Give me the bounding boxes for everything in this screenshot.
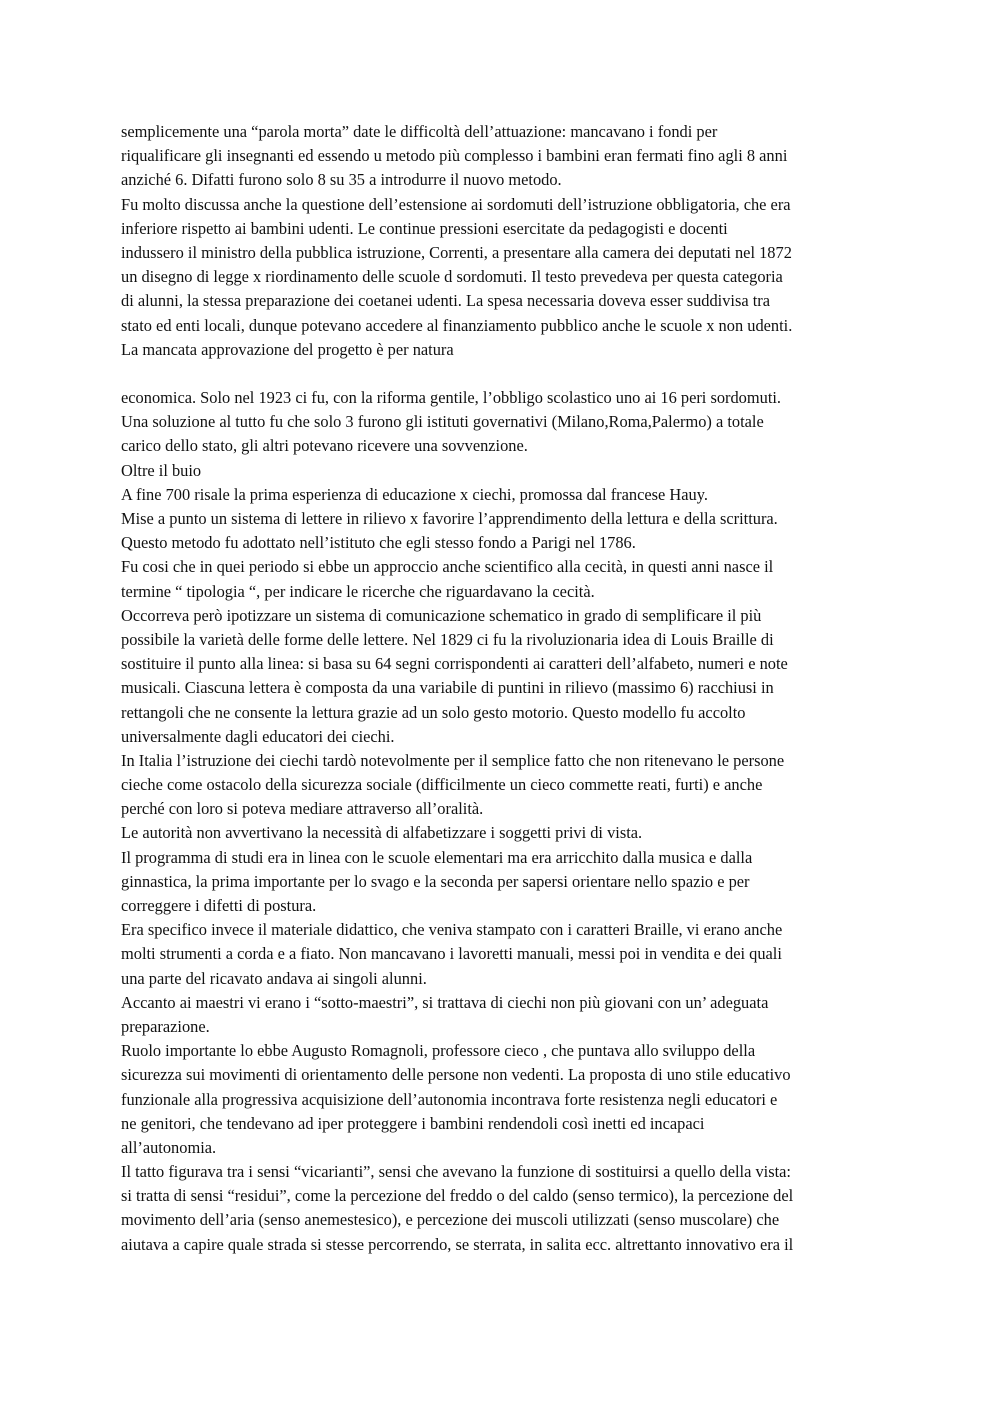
text-line: Questo metodo fu adottato nell’istituto che egli stesso fondo a Parigi nel 1786. xyxy=(121,533,636,553)
text-line: economica. Solo nel 1923 ci fu, con la riforma gentile, l’obbligo scolastico uno ai 16 peri sordomuti. xyxy=(121,388,782,408)
text-line: ne genitori, che tendevano ad iper proteggere i bambini rendendoli così inetti ed incapaci xyxy=(121,1113,705,1133)
text-line: semplicemente una “parola morta” date le difficoltà dell’attuazione: mancavano i fondi per xyxy=(121,122,718,141)
text-line: movimento dell’aria (senso anemestesico), e percezione dei muscoli utilizzati (senso muscolare) che xyxy=(121,1210,780,1230)
text-line: Fu molto discussa anche la questione dell’estensione ai sordomuti dell’istruzione obbligatoria, che era xyxy=(121,194,791,214)
text-line: In Italia l’istruzione dei ciechi tardò notevolmente per il semplice fatto che non ritenevano le persone xyxy=(121,750,785,770)
text-line: molti strumenti a corda e a fiato. Non mancavano i lavoretti manuali, messi poi in vendita e dei quali xyxy=(121,944,782,964)
text-line: sostituire il punto alla linea: si basa su 64 segni corrispondenti ai caratteri dell’alfabeto, numeri e note xyxy=(121,654,788,674)
text-line: correggere i difetti di postura. xyxy=(121,896,317,915)
text-line: perché con loro si poteva mediare attraverso all’oralità. xyxy=(121,799,484,819)
text-line: un disegno di legge x riordinamento delle scuole d sordomuti. Il testo prevedeva per questa categoria xyxy=(121,267,783,287)
text-line: funzionale alla progressiva acquisizione dell’autonomia incontrava forte resistenza negli educatori e xyxy=(121,1089,778,1109)
text-line: inferiore rispetto ai bambini udenti. Le continue pressioni esercitate da pedagogisti e docenti xyxy=(121,218,728,238)
text-line: Mise a punto un sistema di lettere in rilievo x favorire l’apprendimento della lettura e della scrittura. xyxy=(121,509,778,528)
text-line: termine “ tipologia “, per indicare le ricerche che riguardavano la cecità. xyxy=(121,581,595,601)
text-line: possibile la varietà delle forme delle lettere. Nel 1829 ci fu la rivoluzionaria idea di Louis Braille di xyxy=(121,629,774,649)
text-line: aiutava a capire quale strada si stesse percorrendo, se sterrata, in salita ecc. altrettanto innovativo era il xyxy=(121,1234,794,1254)
text-line: Era specifico invece il materiale didattico, che veniva stampato con i caratteri Braille, vi erano anche xyxy=(121,920,783,940)
blank-line xyxy=(121,362,891,386)
text-line: rettangoli che ne consente la lettura grazie ad un solo gesto motorio. Questo modello fu accolto xyxy=(121,702,746,722)
text-line: di alunni, la stessa preparazione dei coetanei udenti. La spesa necessaria doveva esser suddivisa tra xyxy=(121,291,770,311)
body-text xyxy=(121,120,891,1257)
text-line: riqualificare gli insegnanti ed essendo u metodo più complesso i bambini eran fermati fino agli 8 anni xyxy=(121,146,788,166)
text-line: La mancata approvazione del progetto è per natura xyxy=(121,339,454,359)
text-line: Le autorità non avvertivano la necessità di alfabetizzare i soggetti privi di vista. xyxy=(121,823,643,843)
text-line: si tratta di sensi “residui”, come la percezione del freddo o del caldo (senso termico), la percezione del xyxy=(121,1186,794,1206)
text-line: cieche come ostacolo della sicurezza sociale (difficilmente un cieco commette reati, furti) e anche xyxy=(121,775,763,795)
text-line: anziché 6. Difatti furono solo 8 su 35 a introdurre il nuovo metodo. xyxy=(121,170,562,190)
text-line: universalmente dagli educatori dei ciechi. xyxy=(121,726,395,746)
text-line: sicurezza sui movimenti di orientamento delle persone non vedenti. La proposta di uno stile educativo xyxy=(121,1065,791,1085)
text-line: all’autonomia. xyxy=(121,1137,217,1157)
text-line: Una soluzione al tutto fu che solo 3 furono gli istituti governativi (Milano,Roma,Palermo) a totale xyxy=(121,412,764,432)
text-line: stato ed enti locali, dunque potevano accedere al finanziamento pubblico anche le scuole x non udenti. xyxy=(121,315,793,335)
text-line: Occorreva però ipotizzare un sistema di comunicazione schematico in grado di semplificare il più xyxy=(121,605,762,625)
text-line: indussero il ministro della pubblica istruzione, Correnti, a presentare alla camera dei deputati nel 1872 xyxy=(121,242,792,262)
text-line: A fine 700 risale la prima esperienza di educazione x ciechi, promossa dal francese Hauy. xyxy=(121,484,708,504)
text-line: Il tatto figurava tra i sensi “vicarianti”, sensi che avevano la funzione di sostituirsi a quello della vista: xyxy=(121,1162,791,1182)
text-line: ginnastica, la prima importante per lo svago e la seconda per sapersi orientare nello spazio e per xyxy=(121,871,750,891)
text-line: una parte del ricavato andava ai singoli alunni. xyxy=(121,968,427,988)
paragraph-block-sordomuti xyxy=(121,120,891,362)
text-line: musicali. Ciascuna lettera è composta da una variabile di puntini in rilievo (massimo 6) racchiusi in xyxy=(121,678,774,698)
text-line: Oltre il buio xyxy=(121,460,202,480)
text-line: Accanto ai maestri vi erano i “sotto-maestri”, si trattava di ciechi non più giovani con un’ adeguata xyxy=(121,992,769,1012)
text-line: preparazione. xyxy=(121,1016,210,1036)
text-line: Fu cosi che in quei periodo si ebbe un approccio anche scientifico alla cecità, in questi anni nasce il xyxy=(121,557,774,577)
text-line: carico dello stato, gli altri potevano ricevere una sovvenzione. xyxy=(121,436,528,456)
paragraph-block-ciechi xyxy=(121,386,891,1257)
text-line: Il programma di studi era in linea con le scuole elementari ma era arricchito dalla musica e dalla xyxy=(121,847,753,867)
text-line: Ruolo importante lo ebbe Augusto Romagnoli, professore cieco , che puntava allo sviluppo della xyxy=(121,1041,756,1061)
